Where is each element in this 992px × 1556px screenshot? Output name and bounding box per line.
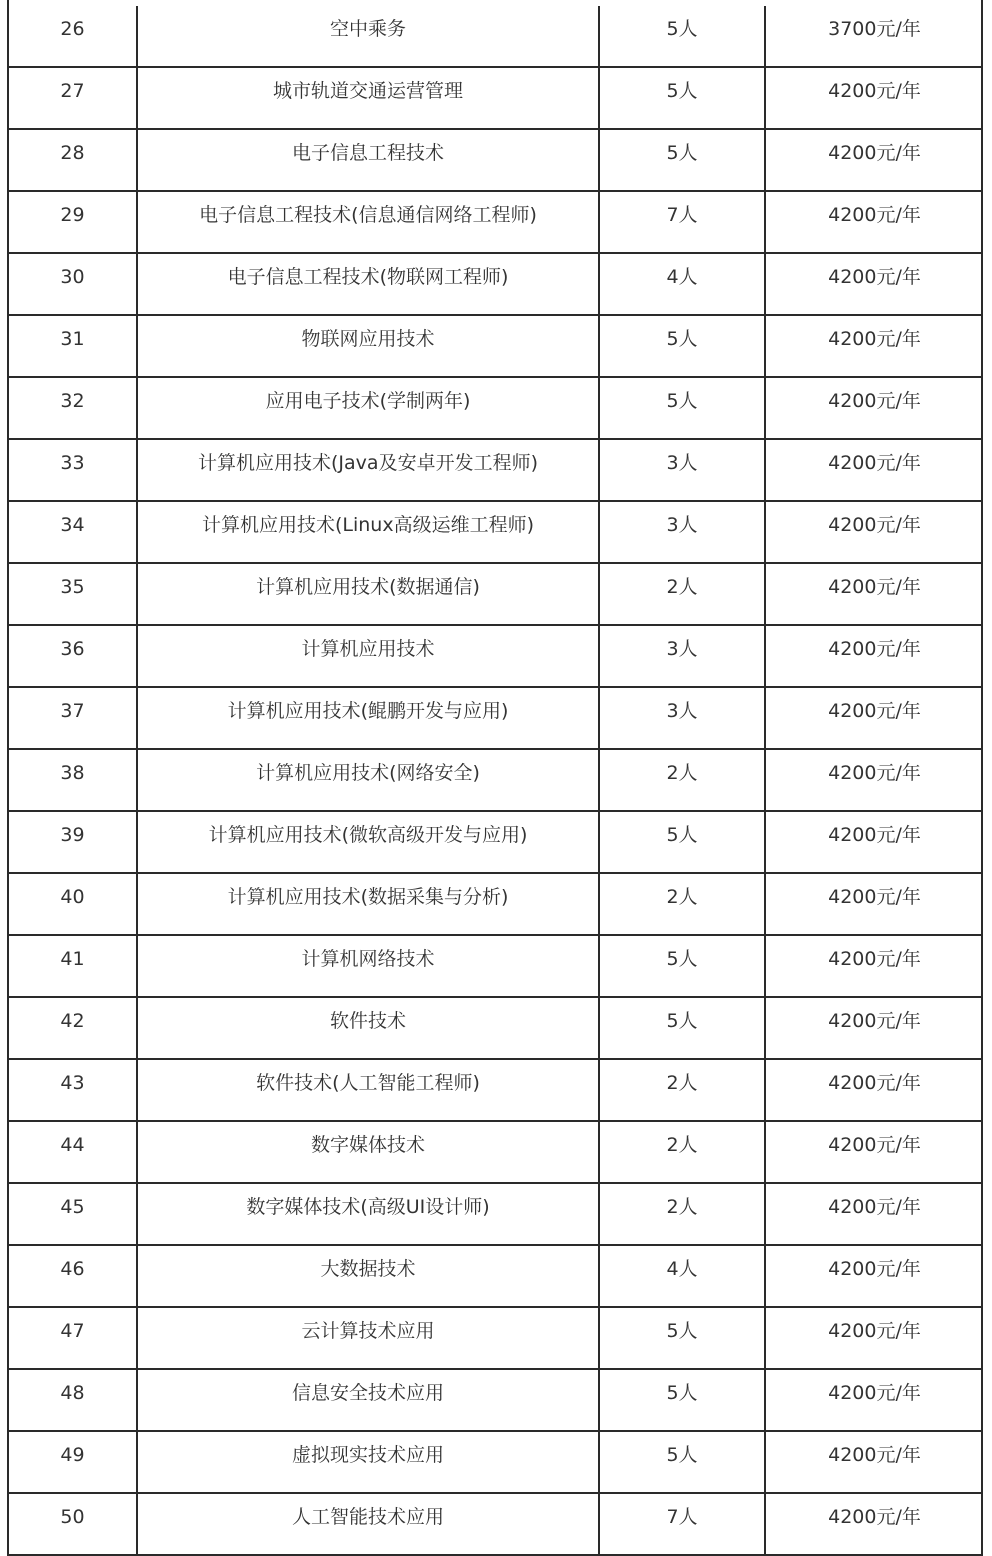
table-row [9,1370,981,1432]
table-row [9,440,981,502]
enrollment-count-cell: 5人 [598,1370,764,1430]
enrollment-count-cell: 5人 [598,1308,764,1368]
table-row [9,626,981,688]
table-row [9,254,981,316]
tuition-fee-cell: 4200元/年 [764,812,983,872]
tuition-fee-cell: 4200元/年 [764,378,983,438]
row-number-cell: 39 [60,824,85,846]
major-name-cell: 计算机应用技术 [136,626,598,686]
tuition-fee-cell: 4200元/年 [764,688,983,748]
enrollment-count-cell: 3人 [598,440,764,500]
table-row [9,1494,981,1556]
row-number-cell: 33 [60,452,85,474]
tuition-fee-cell: 4200元/年 [764,68,983,128]
enrollment-count-cell: 4人 [598,254,764,314]
major-name-cell: 物联网应用技术 [136,316,598,376]
tuition-fee-cell: 4200元/年 [764,130,983,190]
row-number-cell: 36 [60,638,85,660]
major-name-cell: 计算机应用技术(鲲鹏开发与应用) [136,688,598,748]
row-number-cell: 46 [60,1258,85,1280]
row-number-cell: 38 [60,762,85,784]
major-name-cell: 电子信息工程技术 [136,130,598,190]
tuition-fee-cell: 4200元/年 [764,1370,983,1430]
tuition-fee-cell: 4200元/年 [764,1060,983,1120]
enrollment-count-cell: 2人 [598,1122,764,1182]
major-name-cell: 虚拟现实技术应用 [136,1432,598,1492]
row-number-cell: 44 [60,1134,85,1156]
row-number-cell: 29 [60,204,85,226]
enrollment-count-cell: 5人 [598,998,764,1058]
enrollment-count-cell: 5人 [598,812,764,872]
table-row [9,1184,981,1246]
enrollment-count-cell: 5人 [598,1432,764,1492]
table-row [9,6,981,68]
enrollment-count-cell: 5人 [598,378,764,438]
tuition-fee-cell: 4200元/年 [764,626,983,686]
table-row [9,874,981,936]
tuition-fee-cell: 4200元/年 [764,564,983,624]
enrollment-count-cell: 7人 [598,192,764,252]
enrollment-count-cell: 5人 [598,68,764,128]
enrollment-count-cell: 5人 [598,936,764,996]
row-number-cell: 31 [60,328,85,350]
major-name-cell: 信息安全技术应用 [136,1370,598,1430]
major-name-cell: 数字媒体技术 [136,1122,598,1182]
tuition-fee-cell: 4200元/年 [764,1184,983,1244]
tuition-fee-cell: 4200元/年 [764,1122,983,1182]
row-number-cell: 34 [60,514,85,536]
tuition-fee-cell: 4200元/年 [764,440,983,500]
tuition-fee-cell: 4200元/年 [764,750,983,810]
table-row [9,68,981,130]
table-row [9,378,981,440]
row-number-cell: 37 [60,700,85,722]
major-name-cell: 软件技术 [136,998,598,1058]
table-row [9,936,981,998]
table-row [9,564,981,626]
row-number-cell: 30 [60,266,85,288]
major-name-cell: 电子信息工程技术(物联网工程师) [136,254,598,314]
enrollment-count-cell: 4人 [598,1246,764,1306]
major-name-cell: 计算机网络技术 [136,936,598,996]
enrollment-table [7,0,983,1556]
table-row [9,688,981,750]
enrollment-count-cell: 7人 [598,1494,764,1554]
major-name-cell: 云计算技术应用 [136,1308,598,1368]
tuition-fee-cell: 4200元/年 [764,1308,983,1368]
major-name-cell: 大数据技术 [136,1246,598,1306]
tuition-fee-cell: 4200元/年 [764,874,983,934]
major-name-cell: 空中乘务 [136,6,598,66]
row-number-cell: 28 [60,142,85,164]
row-number-cell: 47 [60,1320,85,1342]
major-name-cell: 城市轨道交通运营管理 [136,68,598,128]
enrollment-count-cell: 3人 [598,626,764,686]
enrollment-count-cell: 3人 [598,688,764,748]
enrollment-count-cell: 5人 [598,130,764,190]
table-row [9,1060,981,1122]
table-row [9,750,981,812]
major-name-cell: 计算机应用技术(Java及安卓开发工程师) [136,440,598,500]
major-name-cell: 电子信息工程技术(信息通信网络工程师) [136,192,598,252]
major-name-cell: 数字媒体技术(高级UI设计师) [136,1184,598,1244]
major-name-cell: 人工智能技术应用 [136,1494,598,1554]
enrollment-count-cell: 2人 [598,564,764,624]
major-name-cell: 计算机应用技术(Linux高级运维工程师) [136,502,598,562]
table-row [9,1246,981,1308]
enrollment-count-cell: 2人 [598,750,764,810]
enrollment-count-cell: 2人 [598,1060,764,1120]
table-row [9,130,981,192]
tuition-fee-cell: 4200元/年 [764,254,983,314]
major-name-cell: 计算机应用技术(数据通信) [136,564,598,624]
row-number-cell: 50 [60,1506,85,1528]
enrollment-count-cell: 2人 [598,874,764,934]
row-number-cell: 26 [60,18,85,40]
table-row [9,998,981,1060]
tuition-fee-cell: 4200元/年 [764,316,983,376]
row-number-cell: 41 [60,948,85,970]
tuition-fee-cell: 4200元/年 [764,1246,983,1306]
table-row [9,812,981,874]
table-row [9,1432,981,1494]
row-number-cell: 48 [60,1382,85,1404]
tuition-fee-cell: 4200元/年 [764,1494,983,1554]
enrollment-count-cell: 3人 [598,502,764,562]
tuition-fee-cell: 4200元/年 [764,1432,983,1492]
table-row [9,192,981,254]
major-name-cell: 应用电子技术(学制两年) [136,378,598,438]
row-number-cell: 42 [60,1010,85,1032]
major-name-cell: 计算机应用技术(网络安全) [136,750,598,810]
enrollment-count-cell: 5人 [598,316,764,376]
major-name-cell: 计算机应用技术(数据采集与分析) [136,874,598,934]
major-name-cell: 软件技术(人工智能工程师) [136,1060,598,1120]
row-number-cell: 32 [60,390,85,412]
row-number-cell: 49 [60,1444,85,1466]
enrollment-count-cell: 2人 [598,1184,764,1244]
table-row [9,1308,981,1370]
table-row [9,502,981,564]
tuition-fee-cell: 3700元/年 [764,6,983,66]
tuition-fee-cell: 4200元/年 [764,998,983,1058]
table-row [9,1122,981,1184]
row-number-cell: 27 [60,80,85,102]
row-number-cell: 35 [60,576,85,598]
enrollment-count-cell: 5人 [598,6,764,66]
tuition-fee-cell: 4200元/年 [764,502,983,562]
table-row [9,316,981,378]
row-number-cell: 45 [60,1196,85,1218]
row-number-cell: 40 [60,886,85,908]
major-name-cell: 计算机应用技术(微软高级开发与应用) [136,812,598,872]
tuition-fee-cell: 4200元/年 [764,192,983,252]
row-number-cell: 43 [60,1072,85,1094]
tuition-fee-cell: 4200元/年 [764,936,983,996]
